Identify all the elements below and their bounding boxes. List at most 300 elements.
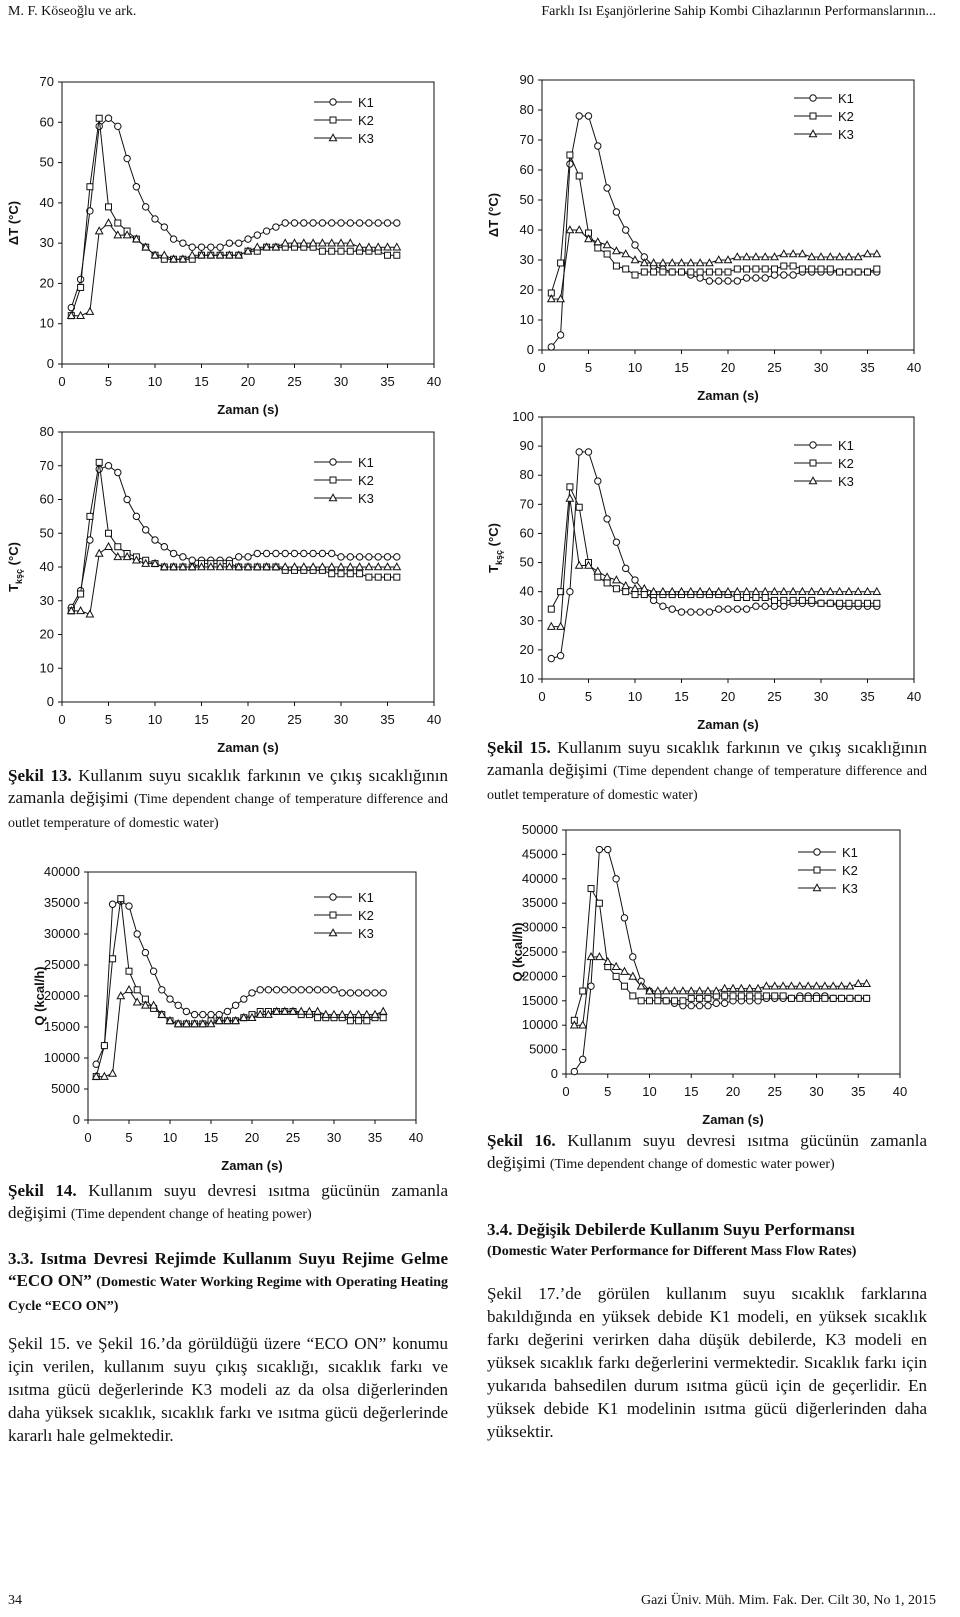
data-point-k3 xyxy=(109,1070,116,1077)
data-point-k1 xyxy=(96,466,102,472)
data-point-k1 xyxy=(688,609,694,615)
data-point-k1 xyxy=(208,1011,214,1017)
data-point-k2 xyxy=(814,995,820,1001)
data-point-k2 xyxy=(818,600,824,606)
data-point-k3 xyxy=(836,588,843,595)
data-point-k1 xyxy=(180,554,186,560)
data-point-k2 xyxy=(596,900,602,906)
y-tick-label: 60 xyxy=(39,491,54,507)
data-point-k3 xyxy=(576,562,583,569)
data-point-k2 xyxy=(604,251,610,257)
y-tick-label: 20000 xyxy=(43,988,80,1003)
data-point-k3 xyxy=(380,1008,387,1015)
page-number: 34 xyxy=(8,1593,22,1608)
data-point-k3 xyxy=(330,1011,337,1018)
data-point-k1 xyxy=(273,550,279,556)
chart-fig14-heating-power xyxy=(0,860,455,1175)
data-point-k2 xyxy=(846,600,852,606)
data-point-k2 xyxy=(855,269,861,275)
y-tick-label: 80 xyxy=(519,102,534,117)
data-point-k2 xyxy=(126,968,132,974)
legend-marker-k2 xyxy=(810,113,816,119)
legend-label-k1: K1 xyxy=(358,455,374,470)
figure-16-english: (Time dependent change of domestic water power) xyxy=(549,1157,835,1172)
data-point-k1 xyxy=(771,272,777,278)
data-point-k3 xyxy=(845,588,852,595)
data-point-k1 xyxy=(217,244,223,250)
data-point-k1 xyxy=(249,990,255,996)
data-point-k1 xyxy=(623,227,629,233)
data-point-k3 xyxy=(594,567,601,574)
y-tick-label: 20 xyxy=(39,275,54,291)
legend-marker-k1 xyxy=(330,459,336,465)
data-point-k1 xyxy=(282,220,288,226)
data-point-k2 xyxy=(78,284,84,290)
legend-label-k2: K2 xyxy=(358,473,374,488)
data-point-k2 xyxy=(118,896,124,902)
data-point-k1 xyxy=(734,606,740,612)
data-point-k3 xyxy=(780,588,787,595)
legend-marker-k2 xyxy=(810,460,816,466)
x-tick-label: 0 xyxy=(58,374,66,389)
y-tick-label: 35000 xyxy=(43,895,80,910)
legend-label-k2: K2 xyxy=(358,113,374,128)
data-point-k3 xyxy=(621,968,628,975)
data-point-k1 xyxy=(356,220,362,226)
data-point-k3 xyxy=(384,243,391,250)
data-point-k1 xyxy=(604,516,610,522)
x-tick-label: 15 xyxy=(194,712,209,727)
data-point-k2 xyxy=(558,260,564,266)
x-tick-label: 0 xyxy=(538,689,546,704)
y-tick-label: 25000 xyxy=(43,957,80,972)
data-point-k2 xyxy=(865,600,871,606)
x-tick-label: 35 xyxy=(860,689,875,704)
data-point-k1 xyxy=(621,915,627,921)
legend-label-k1: K1 xyxy=(838,438,854,453)
x-tick-label: 10 xyxy=(147,712,163,727)
x-tick-label: 5 xyxy=(584,689,593,704)
series-line-k2 xyxy=(71,462,397,611)
data-point-k1 xyxy=(150,968,156,974)
data-point-k1 xyxy=(291,220,297,226)
legend-marker-k2 xyxy=(814,867,820,873)
data-point-k1 xyxy=(790,272,796,278)
data-point-k1 xyxy=(183,1008,189,1014)
legend-marker-k1 xyxy=(810,95,816,101)
data-point-k2 xyxy=(96,459,102,465)
data-point-k1 xyxy=(697,275,703,281)
y-tick-label: 40 xyxy=(39,559,54,574)
data-point-k2 xyxy=(663,998,669,1004)
y-tick-label: 30000 xyxy=(43,926,80,941)
data-point-k1 xyxy=(375,554,381,560)
data-point-k2 xyxy=(660,269,666,275)
data-point-k1 xyxy=(605,846,611,852)
data-point-k2 xyxy=(679,269,685,275)
y-tick-label: 90 xyxy=(519,72,534,87)
data-point-k2 xyxy=(753,594,759,600)
data-point-k1 xyxy=(134,931,140,937)
data-point-k1 xyxy=(254,232,260,238)
y-tick-label: 60 xyxy=(519,162,534,177)
data-point-k1 xyxy=(263,228,269,234)
data-point-k1 xyxy=(273,987,279,993)
data-point-k2 xyxy=(385,574,391,580)
data-point-k3 xyxy=(117,992,124,999)
x-tick-label: 30 xyxy=(813,689,829,704)
data-point-k1 xyxy=(291,550,297,556)
y-tick-label: 50000 xyxy=(521,822,558,837)
y-tick-label: 70 xyxy=(39,457,54,473)
data-point-k2 xyxy=(96,115,102,121)
section-3-4-english: (Domestic Water Performance for Different Mass Flow Rates) xyxy=(487,1244,857,1259)
x-tick-label: 30 xyxy=(809,1084,824,1099)
y-tick-label: 90 xyxy=(519,438,534,454)
y-tick-label: 25000 xyxy=(521,944,558,959)
data-point-k2 xyxy=(567,484,573,490)
section-3-4-title: 3.4. Değişik Debilerde Kullanım Suyu Performansı xyxy=(487,1220,855,1239)
data-point-k2 xyxy=(319,248,325,254)
data-point-k1 xyxy=(226,240,232,246)
data-point-k3 xyxy=(356,243,363,250)
y-tick-label: 60 xyxy=(519,525,534,541)
x-tick-label: 35 xyxy=(860,360,875,375)
data-point-k1 xyxy=(323,987,329,993)
data-point-k3 xyxy=(771,982,778,989)
data-point-k3 xyxy=(125,986,132,993)
chart-fig15-delta-t xyxy=(480,70,950,405)
data-point-k1 xyxy=(265,987,271,993)
data-point-k1 xyxy=(716,278,722,284)
data-point-k3 xyxy=(790,588,797,595)
data-point-k2 xyxy=(809,266,815,272)
y-tick-label: 40 xyxy=(39,194,54,210)
data-point-k1 xyxy=(632,242,638,248)
data-point-k2 xyxy=(753,266,759,272)
data-point-k1 xyxy=(224,1008,230,1014)
data-point-k1 xyxy=(143,204,149,210)
data-point-k1 xyxy=(623,565,629,571)
data-point-k1 xyxy=(77,276,83,282)
data-point-k1 xyxy=(170,550,176,556)
data-point-k1 xyxy=(355,990,361,996)
data-point-k1 xyxy=(585,113,591,119)
data-point-k1 xyxy=(696,1002,702,1008)
x-tick-label: 0 xyxy=(538,360,546,375)
x-tick-label: 25 xyxy=(285,1130,301,1145)
data-point-k2 xyxy=(788,995,794,1001)
data-point-k3 xyxy=(629,973,636,980)
y-tick-label: 15000 xyxy=(43,1019,80,1034)
data-point-k2 xyxy=(827,600,833,606)
data-point-k2 xyxy=(847,995,853,1001)
data-point-k1 xyxy=(338,554,344,560)
data-point-k1 xyxy=(650,597,656,603)
y-tick-label: 40 xyxy=(519,583,534,599)
x-tick-label: 10 xyxy=(627,689,643,704)
y-tick-label: 5000 xyxy=(51,1081,80,1096)
data-point-k1 xyxy=(753,603,759,609)
data-point-k3 xyxy=(864,588,871,595)
data-point-k1 xyxy=(364,990,370,996)
data-point-k2 xyxy=(781,263,787,269)
data-point-k2 xyxy=(641,592,647,598)
data-point-k1 xyxy=(126,903,132,909)
x-tick-label: 40 xyxy=(906,360,922,375)
data-point-k2 xyxy=(738,993,744,999)
legend-label-k2: K2 xyxy=(358,908,374,923)
x-tick-label: 30 xyxy=(333,374,349,389)
y-tick-label: 80 xyxy=(519,467,534,483)
figure-16-title: Kullanım suyu devresi ısıtma gücünün zamanla değişimi xyxy=(487,1131,928,1172)
data-point-k2 xyxy=(87,513,93,519)
data-point-k3 xyxy=(393,243,400,250)
data-point-k2 xyxy=(744,266,750,272)
data-point-k2 xyxy=(763,993,769,999)
x-tick-label: 20 xyxy=(240,712,256,727)
chart-fig16-domestic-water-power xyxy=(480,820,950,1125)
data-point-k1 xyxy=(595,143,601,149)
data-point-k2 xyxy=(329,248,335,254)
data-point-k2 xyxy=(613,973,619,979)
data-point-k3 xyxy=(77,607,84,614)
figure-15-label: Şekil 15. xyxy=(487,738,551,757)
data-point-k1 xyxy=(180,240,186,246)
data-point-k3 xyxy=(799,588,806,595)
data-point-k3 xyxy=(105,543,112,550)
data-point-k1 xyxy=(697,609,703,615)
data-point-k3 xyxy=(375,243,382,250)
y-tick-label: 70 xyxy=(39,74,54,89)
y-tick-label: 30 xyxy=(39,235,54,251)
data-point-k2 xyxy=(356,1018,362,1024)
y-axis-label: $T_{kşç}$ (°C) xyxy=(6,542,24,592)
y-tick-label: 30 xyxy=(39,592,54,608)
data-point-k1 xyxy=(678,609,684,615)
data-point-k2 xyxy=(797,995,803,1001)
data-point-k1 xyxy=(571,1068,577,1074)
x-tick-label: 30 xyxy=(813,360,829,375)
data-point-k2 xyxy=(799,266,805,272)
data-point-k1 xyxy=(366,554,372,560)
x-tick-label: 40 xyxy=(892,1084,908,1099)
data-point-k2 xyxy=(329,571,335,577)
data-point-k2 xyxy=(115,220,121,226)
x-tick-label: 5 xyxy=(584,360,593,375)
data-point-k1 xyxy=(771,603,777,609)
y-tick-label: 10 xyxy=(39,315,54,331)
data-point-k3 xyxy=(96,550,103,557)
data-point-k1 xyxy=(124,155,130,161)
section-3-3-english: (Domestic Water Working Regime with Operating Heating Cycle “ECO ON”) xyxy=(8,1275,449,1314)
data-point-k2 xyxy=(818,266,824,272)
data-point-k3 xyxy=(830,982,837,989)
data-point-k3 xyxy=(738,985,745,992)
data-point-k2 xyxy=(623,589,629,595)
data-point-k1 xyxy=(329,550,335,556)
data-point-k1 xyxy=(257,987,263,993)
data-point-k1 xyxy=(630,954,636,960)
x-axis-label: Zaman (s) xyxy=(221,1158,283,1173)
data-point-k1 xyxy=(200,1011,206,1017)
x-axis-label: Zaman (s) xyxy=(217,740,279,755)
data-point-k3 xyxy=(604,958,611,965)
data-point-k1 xyxy=(557,332,563,338)
y-axis-label: $T_{kşç}$ (°C) xyxy=(486,523,504,573)
data-point-k2 xyxy=(864,995,870,1001)
data-point-k3 xyxy=(780,982,787,989)
data-point-k2 xyxy=(604,580,610,586)
data-point-k2 xyxy=(651,269,657,275)
data-point-k3 xyxy=(355,1011,362,1018)
y-axis-label: ΔT (°C) xyxy=(486,192,501,238)
y-tick-label: 45000 xyxy=(521,846,558,862)
data-point-k1 xyxy=(356,554,362,560)
data-point-k1 xyxy=(232,1002,238,1008)
data-point-k1 xyxy=(347,554,353,560)
x-tick-label: 20 xyxy=(720,360,736,375)
data-point-k2 xyxy=(755,993,761,999)
data-point-k1 xyxy=(688,1002,694,1008)
data-point-k1 xyxy=(152,216,158,222)
data-point-k2 xyxy=(106,530,112,536)
data-point-k2 xyxy=(647,998,653,1004)
x-tick-label: 25 xyxy=(767,360,782,375)
data-point-k1 xyxy=(595,478,601,484)
x-tick-label: 5 xyxy=(125,1130,133,1145)
y-tick-label: 10000 xyxy=(43,1050,80,1065)
y-tick-label: 50 xyxy=(519,554,534,570)
data-point-k2 xyxy=(78,591,84,597)
data-point-k3 xyxy=(855,588,862,595)
data-point-k2 xyxy=(632,592,638,598)
data-point-k3 xyxy=(752,588,759,595)
data-point-k1 xyxy=(548,344,554,350)
data-point-k1 xyxy=(241,996,247,1002)
running-header-authors: M. F. Köseoğlu ve ark. xyxy=(8,4,137,19)
data-point-k1 xyxy=(273,224,279,230)
y-tick-label: 15000 xyxy=(521,992,558,1008)
legend-marker-k2 xyxy=(330,117,336,123)
data-point-k2 xyxy=(725,269,731,275)
data-point-k2 xyxy=(87,184,93,190)
data-point-k1 xyxy=(191,1011,197,1017)
data-point-k2 xyxy=(655,998,661,1004)
data-point-k2 xyxy=(613,586,619,592)
data-point-k2 xyxy=(630,993,636,999)
data-point-k1 xyxy=(133,184,139,190)
section-3-3-heading xyxy=(8,1248,448,1318)
x-axis-label: Zaman (s) xyxy=(217,402,279,417)
data-point-k2 xyxy=(580,988,586,994)
data-point-k2 xyxy=(781,597,787,603)
x-tick-label: 15 xyxy=(684,1084,699,1099)
figure-13-english: (Time dependent change of temperature difference and outlet temperature of domestic water) xyxy=(8,792,449,831)
data-point-k3 xyxy=(729,985,736,992)
data-point-k1 xyxy=(604,185,610,191)
x-tick-label: 25 xyxy=(287,712,302,727)
x-tick-label: 5 xyxy=(104,374,113,389)
x-tick-label: 35 xyxy=(851,1084,866,1099)
data-point-k1 xyxy=(567,588,573,594)
data-point-k2 xyxy=(790,263,796,269)
data-point-k2 xyxy=(874,266,880,272)
data-point-k2 xyxy=(394,252,400,258)
data-point-k2 xyxy=(576,173,582,179)
data-point-k1 xyxy=(721,1000,727,1006)
legend-marker-k1 xyxy=(330,99,336,105)
data-point-k1 xyxy=(576,449,582,455)
figure-14-english: (Time dependent change of heating power) xyxy=(70,1207,312,1222)
data-point-k1 xyxy=(310,550,316,556)
series-line-k3 xyxy=(551,499,877,627)
data-point-k2 xyxy=(623,266,629,272)
data-point-k1 xyxy=(338,220,344,226)
figure-16-caption xyxy=(487,1130,927,1176)
series-line-k1 xyxy=(551,116,877,347)
data-point-k2 xyxy=(688,269,694,275)
x-axis-label: Zaman (s) xyxy=(697,717,759,732)
data-point-k2 xyxy=(338,571,344,577)
data-point-k2 xyxy=(595,245,601,251)
data-point-k2 xyxy=(669,269,675,275)
x-tick-label: 15 xyxy=(203,1130,219,1145)
data-point-k2 xyxy=(688,995,694,1001)
data-point-k1 xyxy=(236,240,242,246)
data-point-k3 xyxy=(596,953,603,960)
data-point-k2 xyxy=(716,269,722,275)
data-point-k3 xyxy=(365,243,372,250)
data-point-k2 xyxy=(595,574,601,580)
section-3-3-title: 3.3. Isıtma Devresi Rejimde Kullanım Suyu Rejime Gelme “ECO ON” xyxy=(8,1249,448,1290)
data-point-k1 xyxy=(331,987,337,993)
y-tick-label: 30000 xyxy=(521,919,558,935)
data-point-k1 xyxy=(175,1002,181,1008)
data-point-k2 xyxy=(672,998,678,1004)
x-tick-label: 20 xyxy=(240,374,256,389)
data-point-k1 xyxy=(161,544,167,550)
data-point-k3 xyxy=(579,1021,586,1028)
data-point-k3 xyxy=(805,982,812,989)
data-point-k3 xyxy=(771,588,778,595)
x-tick-label: 25 xyxy=(767,1084,782,1099)
y-tick-label: 70 xyxy=(519,496,534,512)
data-point-k2 xyxy=(822,995,828,1001)
data-point-k2 xyxy=(641,269,647,275)
data-point-k1 xyxy=(669,606,675,612)
data-point-k2 xyxy=(772,993,778,999)
y-tick-label: 30 xyxy=(519,252,534,267)
data-point-k1 xyxy=(282,987,288,993)
data-point-k2 xyxy=(762,266,768,272)
data-point-k1 xyxy=(380,990,386,996)
data-point-k2 xyxy=(805,995,811,1001)
x-tick-label: 15 xyxy=(674,360,689,375)
x-tick-label: 35 xyxy=(380,374,395,389)
data-point-k1 xyxy=(152,537,158,543)
data-point-k3 xyxy=(613,247,620,254)
data-point-k2 xyxy=(809,597,815,603)
data-point-k3 xyxy=(873,588,880,595)
x-tick-label: 0 xyxy=(58,712,66,727)
x-tick-label: 10 xyxy=(147,374,163,389)
data-point-k2 xyxy=(638,998,644,1004)
data-point-k2 xyxy=(110,956,116,962)
data-point-k1 xyxy=(298,987,304,993)
data-point-k2 xyxy=(799,597,805,603)
data-point-k1 xyxy=(170,236,176,242)
